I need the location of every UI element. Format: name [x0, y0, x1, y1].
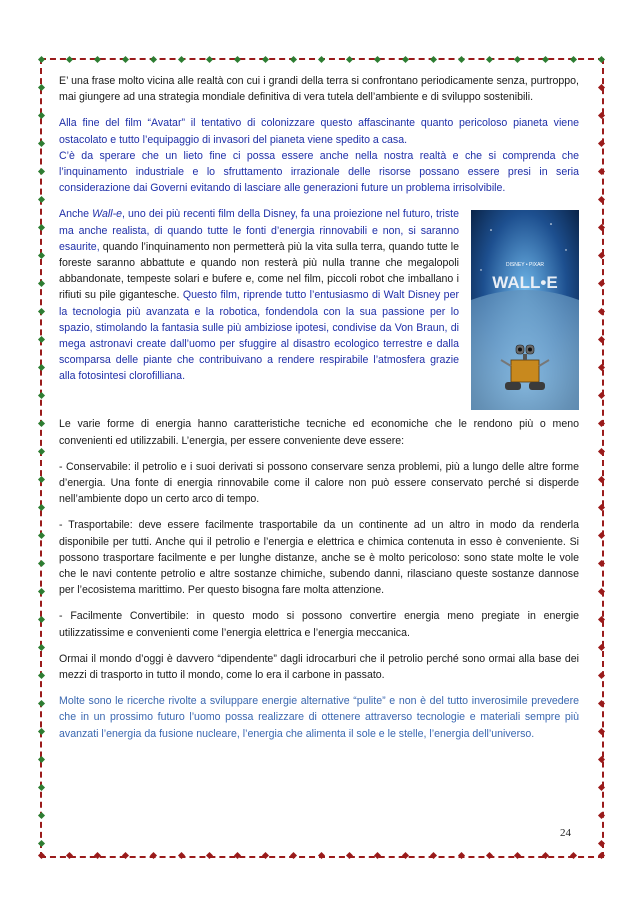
energy-paragraph-1: Le varie forme di energia hanno caratteristiche tecniche ed economiche che le rendono più o meno convenienti ed utilizzabili. L’energia, per essere conveniente deve essere:	[59, 418, 579, 447]
energy-paragraph-4: - Facilmente Convertibile: in questo modo si possono convertire energia meno pregiate in energie utilizzatissime e convenienti come l’energia elettrica e l’energia meccanica.	[59, 610, 579, 639]
walle-title: Wall-e	[92, 208, 122, 221]
page-content	[59, 73, 579, 752]
walle-anche: Anche	[59, 208, 93, 221]
energy-paragraph-2: - Conservabile: il petrolio e i suoi derivati si possono conservare senza problemi, più a lungo delle altre forme d’energia. Una fonte di energia rinnovabile come il calore non può essere conservato perché si disperde nell’ambiente dopo un certo arco di tempo.	[59, 460, 579, 506]
page-number: 24	[560, 827, 571, 839]
walle-poster-image	[471, 210, 579, 410]
avatar-paragraph: Alla fine del film “Avatar” il tentativo di colonizzare questo affascinante quanto pericoloso pianeta viene ostacolato e tutto l’equipaggio di invasori del pianeta viene spedito a casa.	[59, 117, 579, 146]
intro-paragraph-3: C’è da sperare che un lieto fine ci possa essere anche nella nostra realtà e che si comprenda che l’inquinamento industriale e lo sfruttamento irrazionale delle risorse possano essere presi in seria considerazione dai Governi evitando di lasciare alle generazioni future un problema irrisolvibile.	[59, 149, 579, 195]
intro-paragraph-2	[59, 115, 579, 147]
walle-text-blue: , uno dei più recenti film della Disney, fa una proiezione nel futuro, triste ma anche realista, di quando tutte le fonti d’energia rinnovabili e non, si saranno esaurite,	[59, 208, 459, 253]
walle-text-black: quando l’inquinamento non permetterà più la vita sulla terra, quando tutte le foreste saranno abbattute e quando non resterà più nulla tranne che megalopoli abbandonate, tempeste solari e bufere e, come nel film, piccoli robot che imballano i rifiuti su pile gigantesche.	[59, 240, 459, 302]
poster-logo: WALL•E	[492, 273, 558, 293]
intro-paragraph-1: E’ una frase molto vicina alle realtà con cui i grandi della terra si confrontano periodicamente senza, purtroppo, mai giungere ad una strategia mondiale definitiva di vera tutela dell’ambiente e di sviluppo sostenibili.	[59, 75, 579, 104]
poster-studio: DISNEY • PIXAR	[505, 262, 545, 269]
energy-paragraph-5: Ormai il mondo d’oggi è davvero “dipendente” dagli idrocarburi che il petrolio perché sono ormai alla base dei mezzi di trasporto in tutto il mondo, come lo era il carbone in passato.	[59, 652, 579, 682]
walle-text-blue-end: Questo film, riprende tutto l’entusiasmo di Walt Disney per la tecnologia più avanzata e la robotica, fondendola con la sua passione per lo spazio, stimolando la fantasia sulle più ambiziose ipotesi, condivise da Von Braun, di mega astronavi create dall’uomo per sfuggire al disastro ecologico terrestre e dalla scomparsa delle piante che contribuivano a rendere respirabile l’atmosfera grazie alla fotosintesi clorofilliana.	[59, 289, 459, 383]
energy-paragraph-6: Molte sono le ricerche rivolte a sviluppare energie alternative “pulite” e non è del tutto inverosimile prevedere che in un prossimo futuro l’uomo possa realizzare di ottenere attraverso tecnologie e materiali sempre più avanzati l’energia da fusione nucleare, l’energia che alimenta il sole e le stelle, l’energia dell’universo.	[59, 695, 579, 740]
energy-paragraph-3: - Trasportabile: deve essere facilmente trasportabile da un continente ad un altro in modo da renderla disponibile per tutti. Anche qui il petrolio e l’energia e elettrica e chimica contenuta in esso è conveniente. Si possono trasportare facilmente e per lunghe distanze, anche se è molto pericoloso: sono state molte le vole che le navi contente petrolio e altre sostanze chimiche, subendo danni, rilasciano queste sostanze dannose per l’ecosistema marittimo. Per questo bisogna fare molta attenzione.	[59, 519, 579, 597]
